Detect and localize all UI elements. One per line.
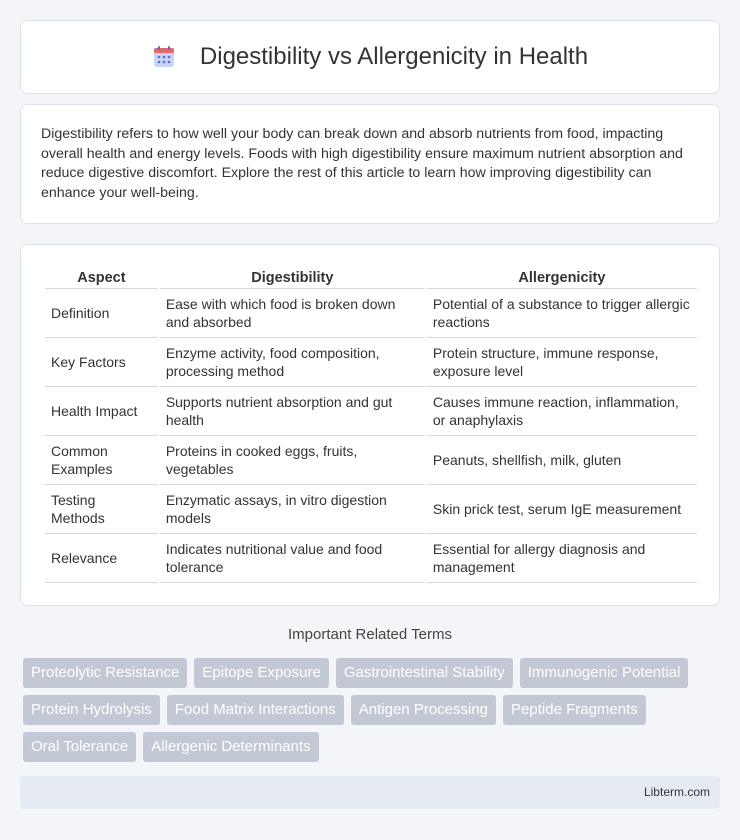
cell-aspect: Testing Methods [45, 485, 158, 534]
page-title: Digestibility vs Allergenicity in Health [199, 43, 589, 70]
cell-digestibility: Enzymatic assays, in vitro digestion models [160, 485, 425, 534]
tag-epitope-exposure[interactable]: Epitope Exposure [194, 658, 328, 688]
cell-aspect: Definition [45, 289, 158, 338]
footer-site-link[interactable]: Libterm.com [643, 785, 710, 799]
related-terms-heading: Important Related Terms [288, 626, 452, 643]
comparison-table [43, 265, 699, 583]
tag-antigen-processing[interactable]: Antigen Processing [351, 695, 496, 725]
tag-immunogenic-potential[interactable]: Immunogenic Potential [520, 658, 689, 688]
intro-card [20, 104, 720, 224]
table-header-row [45, 265, 697, 289]
header-aspect: Aspect [45, 265, 158, 289]
related-terms-list [23, 658, 723, 762]
cell-digestibility: Enzyme activity, food composition, processing method [160, 338, 425, 387]
calendar-icon [152, 45, 176, 69]
header-digestibility: Digestibility [160, 265, 425, 289]
cell-allergenicity: Peanuts, shellfish, milk, gluten [427, 436, 697, 485]
cell-digestibility: Proteins in cooked eggs, fruits, vegetables [160, 436, 425, 485]
comparison-table-card [20, 244, 720, 606]
cell-allergenicity: Potential of a substance to trigger allergic reactions [427, 289, 697, 338]
table-row [45, 485, 697, 534]
table-row [45, 436, 697, 485]
cell-aspect: Key Factors [45, 338, 158, 387]
tag-oral-tolerance[interactable]: Oral Tolerance [23, 732, 136, 762]
cell-digestibility: Ease with which food is broken down and absorbed [160, 289, 425, 338]
cell-digestibility: Supports nutrient absorption and gut health [160, 387, 425, 436]
cell-allergenicity: Causes immune reaction, inflammation, or anaphylaxis [427, 387, 697, 436]
table-row [45, 289, 697, 338]
tag-allergenic-determinants[interactable]: Allergenic Determinants [143, 732, 318, 762]
tag-proteolytic-resistance[interactable]: Proteolytic Resistance [23, 658, 187, 688]
cell-aspect: Relevance [45, 534, 158, 583]
tag-protein-hydrolysis[interactable]: Protein Hydrolysis [23, 695, 160, 725]
tag-gastrointestinal-stability[interactable]: Gastrointestinal Stability [336, 658, 513, 688]
cell-aspect: Common Examples [45, 436, 158, 485]
cell-aspect: Health Impact [45, 387, 158, 436]
cell-digestibility: Indicates nutritional value and food tolerance [160, 534, 425, 583]
table-row [45, 387, 697, 436]
header-allergenicity: Allergenicity [427, 265, 697, 289]
table-row [45, 534, 697, 583]
tag-peptide-fragments[interactable]: Peptide Fragments [503, 695, 646, 725]
table-row [45, 338, 697, 387]
intro-paragraph: Digestibility refers to how well your body can break down and absorb nutrients from food, impacting overall health and energy levels. Foods with high digestibility ensure maximum nutrient absorption and reduce digestive discomfort. Explore the rest of this article to learn how improving digestibility can enhance your well-being. [41, 126, 683, 201]
cell-allergenicity: Protein structure, immune response, exposure level [427, 338, 697, 387]
tag-food-matrix-interactions[interactable]: Food Matrix Interactions [167, 695, 344, 725]
header-card [20, 20, 720, 94]
cell-allergenicity: Essential for allergy diagnosis and management [427, 534, 697, 583]
cell-allergenicity: Skin prick test, serum IgE measurement [427, 485, 697, 534]
footer [20, 776, 720, 809]
